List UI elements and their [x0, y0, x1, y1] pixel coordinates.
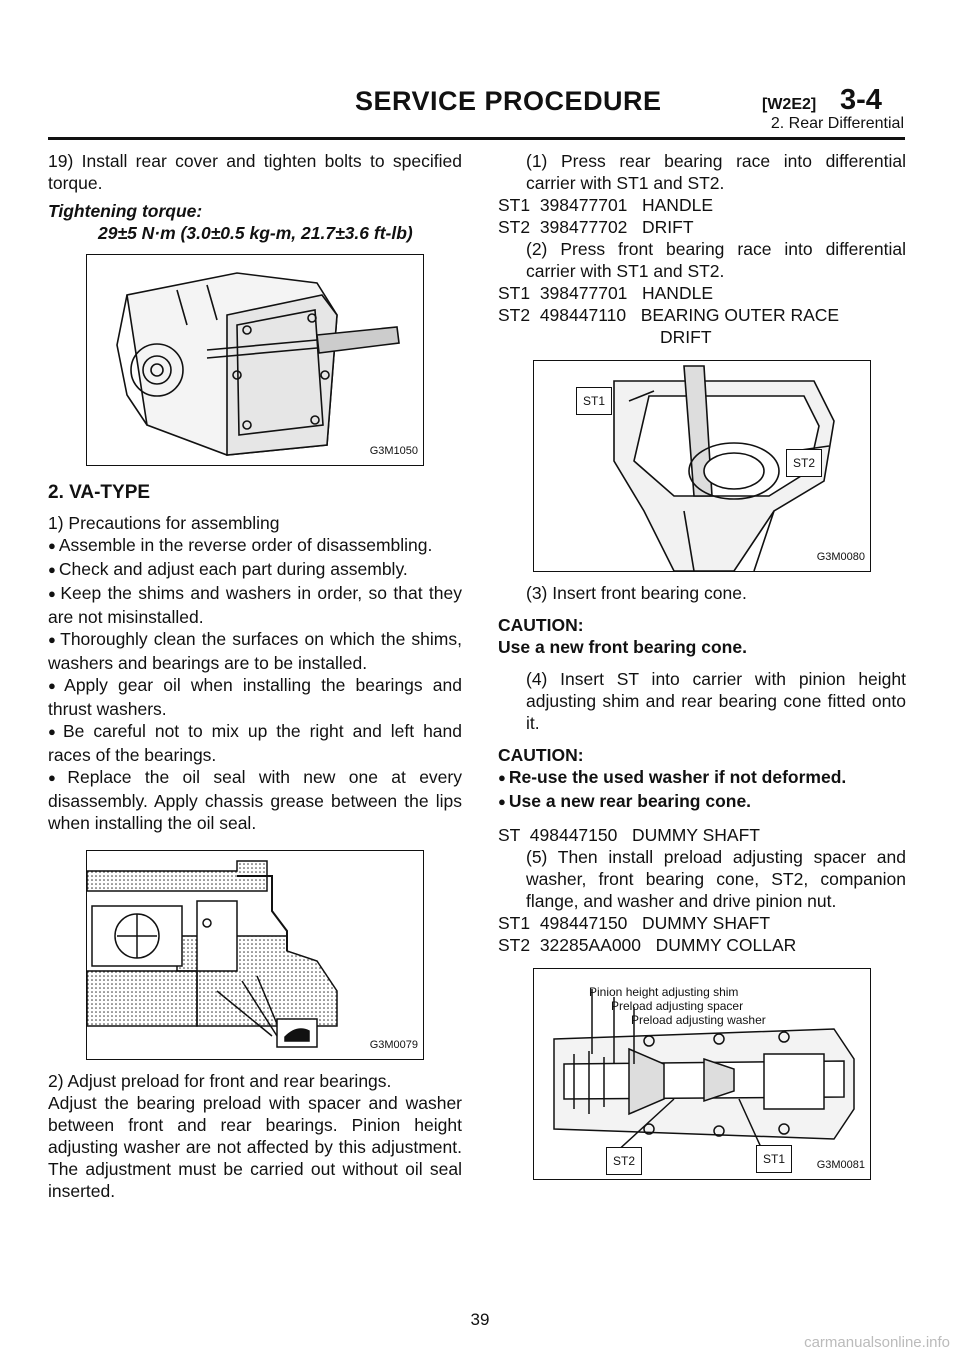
tool-line: ST1 498447150 DUMMY SHAFT [498, 913, 771, 933]
figure-dummy-shaft [533, 968, 871, 1180]
left-column [48, 150, 462, 1202]
page-title: SERVICE PROCEDURE [355, 86, 662, 116]
tool-line: ST1 398477701 HANDLE [498, 283, 713, 303]
callout-preload-washer: Preload adjusting washer [631, 1013, 766, 1027]
caution-text: Use a new front bearing cone. [498, 637, 747, 657]
section-code: [W2E2] [762, 96, 817, 113]
callout-st2: ST2 [606, 1147, 642, 1175]
substep-1: (1) Press rear bearing race into differential carrier with ST1 and ST2. [526, 151, 906, 193]
subsection-title: 2. Rear Differential [770, 115, 904, 132]
substep-5: (5) Then install preload adjusting spacer and washer, front bearing cone, ST2, companion flange, and washer and drive pinion nut. [526, 847, 906, 911]
step-1: 1) Precautions for assembling [48, 513, 280, 533]
caution-title: CAUTION: [498, 745, 584, 765]
section-number: 3-4 [840, 84, 882, 116]
substep-2: (2) Press front bearing race into differential carrier with ST1 and ST2. [526, 239, 906, 281]
callout-st2: ST2 [786, 449, 822, 477]
oil-seal-illustration [87, 851, 424, 1060]
figure-label: G3M1050 [369, 445, 418, 457]
step-2-title: 2) Adjust preload for front and rear bearings. [48, 1071, 392, 1091]
substep-4: (4) Insert ST into carrier with pinion height adjusting shim and rear bearing cone fitted onto it. [526, 669, 906, 733]
watermark[interactable]: carmanualsonline.info [804, 1334, 950, 1351]
page-number: 39 [470, 1310, 490, 1329]
tool-line: ST2 498447110 BEARING OUTER RACE [498, 305, 840, 325]
figure-oil-seal [86, 850, 424, 1060]
tool-line: ST 498447150 DUMMY SHAFT [498, 825, 760, 845]
figure-label: G3M0079 [369, 1039, 418, 1051]
torque-value: 29±5 N·m (3.0±0.5 kg-m, 21.7±3.6 ft-lb) [98, 223, 413, 243]
tool-line: ST2 398477702 DRIFT [498, 217, 694, 237]
tool-line: ST2 32285AA000 DUMMY COLLAR [498, 935, 797, 955]
bullet-item: ● Replace the oil seal with new one at every disassembly. Apply chassis grease between the lips when installing the oil seal. [48, 766, 462, 834]
figure-bearing-race [533, 360, 871, 572]
figure-label: G3M0081 [816, 1159, 865, 1171]
bullet-item: ● Be careful not to mix up the right and left hand races of the bearings. [48, 720, 462, 766]
tool-line-continued: DRIFT [660, 327, 712, 347]
rear-cover-illustration [87, 255, 424, 466]
substep-3: (3) Insert front bearing cone. [526, 583, 747, 603]
figure-label: G3M0080 [816, 551, 865, 563]
bullet-item: ● Thoroughly clean the surfaces on which the shims, washers and bearings are to be installed. [48, 628, 462, 674]
callout-st1: ST1 [756, 1145, 792, 1173]
tool-line: ST1 398477701 HANDLE [498, 195, 713, 215]
callout-preload-spacer: Preload adjusting spacer [611, 999, 744, 1013]
caution-item: ● Re-use the used washer if not deformed. [498, 766, 906, 790]
bullet-item: ● Keep the shims and washers in order, so that they are not misinstalled. [48, 582, 462, 628]
bullet-item: ● Assemble in the reverse order of disassembling. [48, 534, 462, 558]
right-column [498, 150, 906, 1180]
bullet-item: ● Check and adjust each part during assembly. [48, 558, 462, 582]
step-19: 19) Install rear cover and tighten bolts to specified torque. [48, 151, 462, 193]
callout-st1: ST1 [576, 387, 612, 415]
section-heading: 2. VA-TYPE [48, 482, 151, 503]
step-2-body: Adjust the bearing preload with spacer and washer between front and rear bearings. Pinion height adjusting washer are not affected by this adjustment. The adjustment must be carried out without oil seal inserted. [48, 1093, 462, 1201]
bullet-item: ● Apply gear oil when installing the bearings and thrust washers. [48, 674, 462, 720]
caution-item: ● Use a new rear bearing cone. [498, 790, 906, 814]
torque-label: Tightening torque: [48, 201, 203, 221]
caution-title: CAUTION: [498, 615, 584, 635]
header-divider [48, 137, 905, 140]
figure-rear-cover [86, 254, 424, 466]
callout-pinion-shim: Pinion height adjusting shim [589, 985, 739, 999]
